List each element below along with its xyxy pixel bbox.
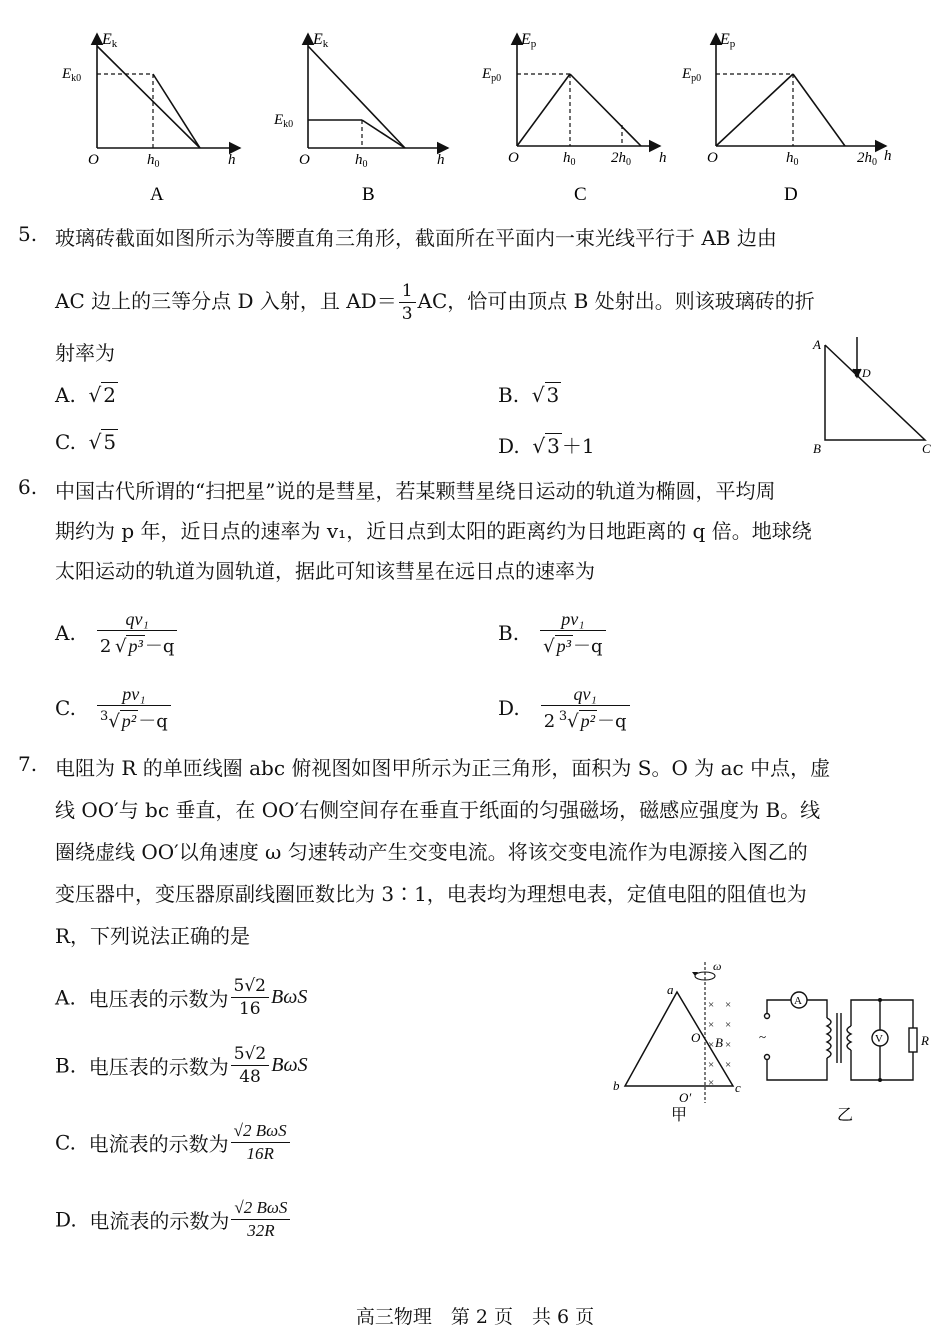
svg-text:Ep: Ep — [521, 31, 537, 50]
graph-c-label: C — [574, 184, 587, 205]
q7-figure-yi — [755, 988, 940, 1128]
q7-line3: 圈绕虚线 OO′以角速度 ω 匀速转动产生交变电流。将该交变电流作为电源接入图乙的 — [55, 840, 808, 864]
graph-b-line3 — [362, 120, 405, 148]
q6-number: 6. — [18, 475, 38, 499]
q6-option-c[interactable]: C. $\frac{\text{pv₁}}{^3√ p^2 -q}$ — [55, 683, 173, 733]
svg-text:h0: $h_0$ — [355, 152, 368, 170]
svg-text:A: A — [794, 995, 802, 1007]
svg-text:c: c — [735, 1080, 741, 1095]
q5-prism-figure — [805, 335, 945, 460]
svg-text:×: × — [725, 1019, 732, 1031]
svg-text:×: × — [708, 1059, 715, 1071]
q6-line2: 期约为 p 年，近日点的速率为 v₁，近日点到太阳的距离约为日地距离的 q 倍。地球绕 — [55, 519, 812, 543]
svg-text:O: O — [299, 152, 310, 168]
q6-option-a[interactable]: A. $\frac{\text{qv₁}}{\text{2 √ p³ －q}}$ — [55, 608, 179, 658]
svg-text:h0: $h_0$ — [563, 150, 576, 168]
svg-text:Ep0: $E_{p0}$ — [682, 66, 702, 84]
svg-text:h: h — [228, 152, 236, 168]
svg-text:O: O — [707, 150, 718, 166]
svg-text:h: h — [659, 150, 667, 166]
svg-text:C: C — [922, 441, 931, 456]
svg-text:R: R — [921, 1033, 929, 1048]
graph-a-xmark: $h_0$ — [147, 152, 160, 170]
svg-text:2h0: $2h_0$ — [857, 150, 877, 168]
q7-option-c[interactable]: C. 电流表的示数为 $\frac{\text{√2 BωS}}{16R}$ — [55, 1120, 292, 1165]
svg-text:×: × — [725, 1059, 732, 1071]
svg-text:O: O — [88, 152, 99, 168]
q5-line3: 射率为 — [55, 341, 115, 365]
svg-text:×: × — [725, 999, 732, 1011]
q7-option-b[interactable]: B. 电压表的示数为 $\frac{5√2}{48}$ BωS — [55, 1044, 308, 1087]
q7-number: 7. — [18, 752, 38, 776]
resistor — [909, 1028, 917, 1052]
graph-a-label: A — [150, 184, 164, 205]
svg-text:×: × — [708, 1039, 715, 1051]
svg-text:Ek0: $E_{k0}$ — [274, 112, 294, 130]
graph-d-label: D — [784, 184, 798, 205]
graph-a-ymark: $E_{k0}$ — [62, 66, 82, 84]
svg-text:×: × — [708, 1077, 715, 1089]
q7-line5: R，下列说法正确的是 — [55, 924, 251, 948]
graph-a — [97, 34, 240, 148]
q6-option-b[interactable]: B. $\frac{\text{pv₁}}{\text{√ p³ －q}}$ — [498, 608, 608, 658]
svg-text:O: O — [691, 1030, 701, 1045]
svg-text:h0: $h_0$ — [786, 150, 799, 168]
svg-text:B: B — [715, 1035, 723, 1050]
q7-line1: 电阻为 R 的单匝线圈 abc 俯视图如图甲所示为正三角形，面积为 S。O 为 ac 中点，虚 — [55, 756, 831, 780]
q5-option-a[interactable]: A. √ 2 — [55, 383, 117, 407]
graph-d-line2 — [793, 74, 845, 146]
graph-d — [716, 34, 886, 146]
q6-line1: 中国古代所谓的“扫把星”说的是彗星，若某颗彗星绕日运动的轨道为椭圆，平均周 — [55, 479, 776, 503]
svg-text:h: h — [437, 152, 445, 168]
svg-text:ω: ω — [713, 959, 722, 973]
svg-text:×: × — [725, 1039, 732, 1051]
svg-text:Ep0: $E_{p0}$ — [482, 66, 502, 84]
graph-a-line2 — [153, 74, 200, 148]
q6-option-d[interactable]: D. $\frac{\text{qv₁}}{2 ^3√ p^2 -q}$ — [498, 683, 632, 733]
graph-a-line1 — [97, 46, 200, 148]
svg-text:Ep: Ep — [720, 31, 736, 50]
svg-text:Ek: Ek — [313, 31, 329, 50]
q7-option-a[interactable]: A. 电压表的示数为 $\frac{5√2}{16}$ BωS — [55, 976, 308, 1019]
svg-text:~: ~ — [759, 1029, 767, 1044]
graph-c — [517, 34, 660, 146]
svg-text:V: V — [875, 1033, 883, 1045]
q7-figure-jia — [605, 958, 755, 1128]
graph-c-line1 — [517, 74, 570, 146]
svg-text:B: B — [813, 441, 821, 456]
q6-line3: 太阳运动的轨道为圆轨道，据此可知该彗星在远日点的速率为 — [55, 559, 595, 583]
svg-text:2h0: $2h_0$ — [611, 150, 631, 168]
svg-text:a: a — [667, 982, 674, 997]
graph-b — [308, 34, 448, 148]
q5-line1: 玻璃砖截面如图所示为等腰直角三角形，截面所在平面内一束光线平行于 AB 边由 — [55, 226, 777, 250]
svg-text:O: O — [508, 150, 519, 166]
q7-line4: 变压器中，变压器原副线圈匝数比为 3∶1，电表均为理想电表，定值电阻的阻值也为 — [55, 882, 807, 906]
q5-option-b[interactable]: B. √ 3 — [498, 383, 560, 407]
q7-line2: 线 OO′与 bc 垂直，在 OO′右侧空间存在垂直于纸面的匀强磁场，磁感应强度为 B。线 — [55, 798, 821, 822]
q5-number: 5. — [18, 222, 38, 246]
graph-b-line1 — [308, 46, 405, 148]
svg-text:甲: 甲 — [671, 1107, 688, 1124]
svg-text:×: × — [708, 1019, 715, 1031]
q5-option-c[interactable]: C. √ 5 — [55, 430, 117, 454]
svg-text:A: A — [813, 337, 821, 352]
svg-text:D: D — [862, 366, 871, 380]
energy-graphs — [0, 0, 950, 215]
q7-option-d[interactable]: D. 电流表的示数为 $\frac{\text{√2 BωS}}{32R}$ — [55, 1197, 292, 1242]
graph-a-yaxis: Ek — [102, 31, 118, 50]
svg-text:×: × — [708, 999, 715, 1011]
q5-line2: AC 边上的三等分点 D 入射，且 AD＝ $\frac{1}{3}$ AC，恰可由顶点 B 处射出。则该玻璃砖的折 — [55, 281, 815, 324]
svg-text:h: h — [884, 148, 892, 164]
svg-text:O′: O′ — [679, 1090, 692, 1105]
graph-c-line2 — [570, 74, 641, 146]
svg-text:乙: 乙 — [837, 1107, 854, 1124]
svg-text:b: b — [613, 1078, 620, 1093]
graph-b-label: B — [362, 184, 375, 205]
graph-d-line1 — [716, 74, 793, 146]
page-footer: 高三物理 第 2 页 共 6 页 — [355, 1306, 595, 1328]
q5-option-d[interactable]: D. √ 3 ＋1 — [498, 434, 595, 458]
